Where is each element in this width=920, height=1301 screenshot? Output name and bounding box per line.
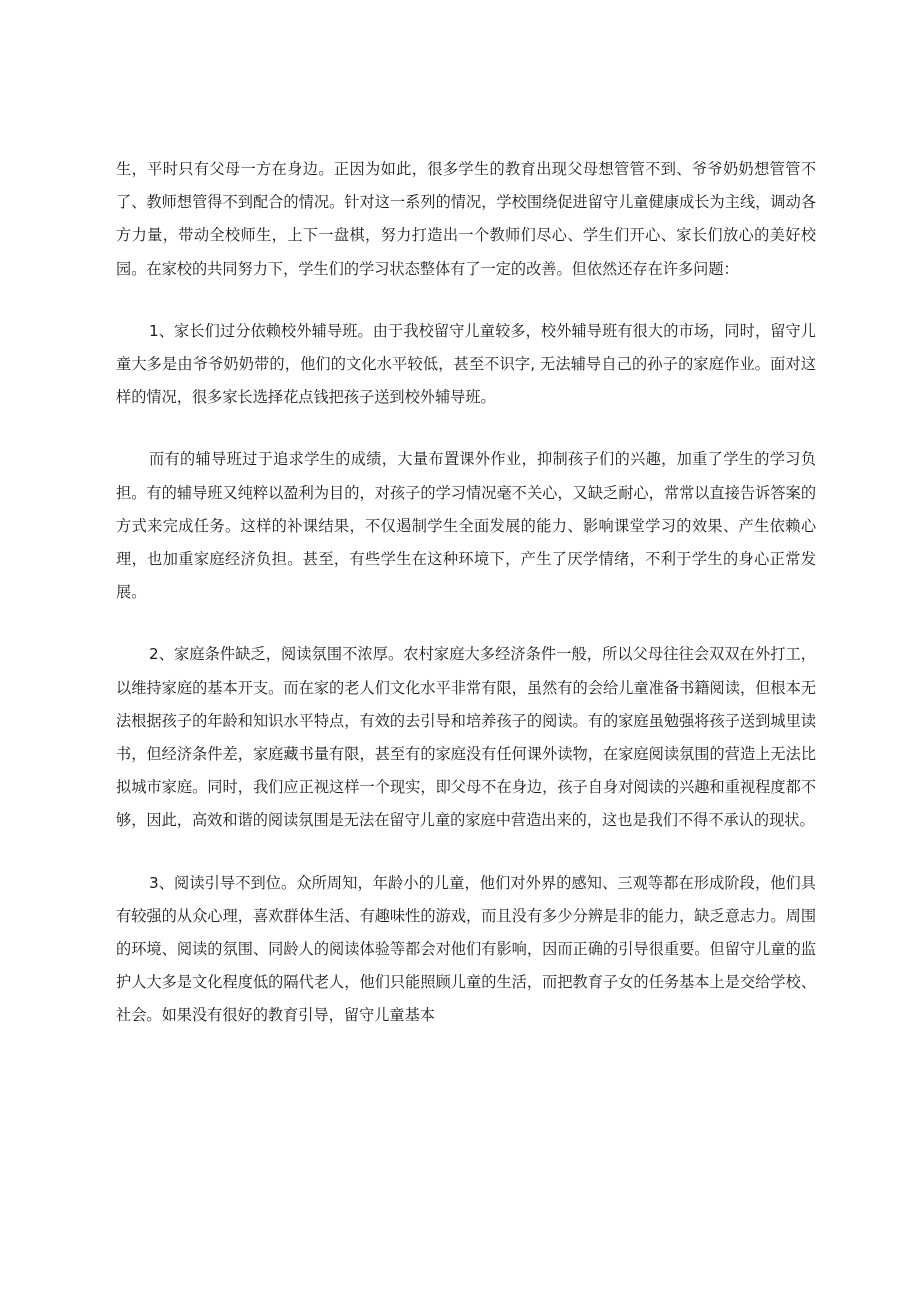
- paragraph-issue-3: 3、阅读引导不到位。众所周知，年龄小的儿童，他们对外界的感知、三观等都在形成阶段，他们具有较强的从众心理，喜欢群体生活、有趣味性的游戏，而且没有多少分辨是非的能力，缺乏意志力。周围的环境、阅读的氛围、同龄人的阅读体验等都会对他们有影响，因而正确的引导很重要。但留守儿童的监护人大多是文化程度低的隔代老人，他们只能照顾儿童的生活，而把教育子女的任务基本上是交给学校、社会。如果没有很好的教育引导，留守儿童基本: [116, 873, 816, 1025]
- paragraph-continuation: 生，平时只有父母一方在身边。正因为如此，很多学生的教育出现父母想管管不到、爷爷奶奶想管管不了、教师想管得不到配合的情况。针对这一系列的情况，学校围绕促进留守儿童健康成长为主线，调动各方力量，带动全校师生，上下一盘棋，努力打造出一个教师们尽心、学生们开心、家长们放心的美好校园。在家校的共同努力下，学生们的学习状态整体有了一定的改善。但依然还存在许多问题：: [116, 160, 816, 278]
- paragraph-gap: [116, 609, 816, 638]
- document-body: [116, 153, 816, 1033]
- paragraph-gap: [116, 838, 816, 867]
- paragraph-gap: [116, 286, 816, 315]
- paragraph-issue-1: 1、家长们过分依赖校外辅导班。由于我校留守儿童较多，校外辅导班有很大的市场，同时，留守儿童大多是由爷爷奶奶带的，他们的文化水平较低，甚至不识字, 无法辅导自己的孙子的家庭作业。面对这样的情况，很多家长选择花点钱把孩子送到校外辅导班。: [116, 321, 816, 407]
- paragraph-gap: [116, 414, 816, 443]
- paragraph-issue-2: 2、家庭条件缺乏，阅读氛围不浓厚。农村家庭大多经济条件一般，所以父母往往会双双在外打工，以维持家庭的基本开支。而在家的老人们文化水平非常有限，虽然有的会给儿童准备书籍阅读，但根本无法根据孩子的年龄和知识水平特点，有效的去引导和培养孩子的阅读。有的家庭虽勉强将孩子送到城里读书，但经济条件差，家庭藏书量有限，甚至有的家庭没有任何课外读物，在家庭阅读氛围的营造上无法比拟城市家庭。同时，我们应正视这样一个现实，即父母不在身边，孩子自身对阅读的兴趣和重视程度都不够，因此，高效和谐的阅读氛围是无法在留守儿童的家庭中营造出来的，这也是我们不得不承认的现状。: [116, 645, 816, 830]
- paragraph-tutoring-effects: 而有的辅导班过于追求学生的成绩，大量布置课外作业，抑制孩子们的兴趣，加重了学生的学习负担。有的辅导班又纯粹以盈利为目的，对孩子的学习情况毫不关心，又缺乏耐心，常常以直接告诉答案的方式来完成任务。这样的补课结果，不仅遏制学生全面发展的能力、影响课堂学习的效果、产生依赖心理，也加重家庭经济负担。甚至，有些学生在这种环境下，产生了厌学情绪，不利于学生的身心正常发展。: [116, 450, 816, 602]
